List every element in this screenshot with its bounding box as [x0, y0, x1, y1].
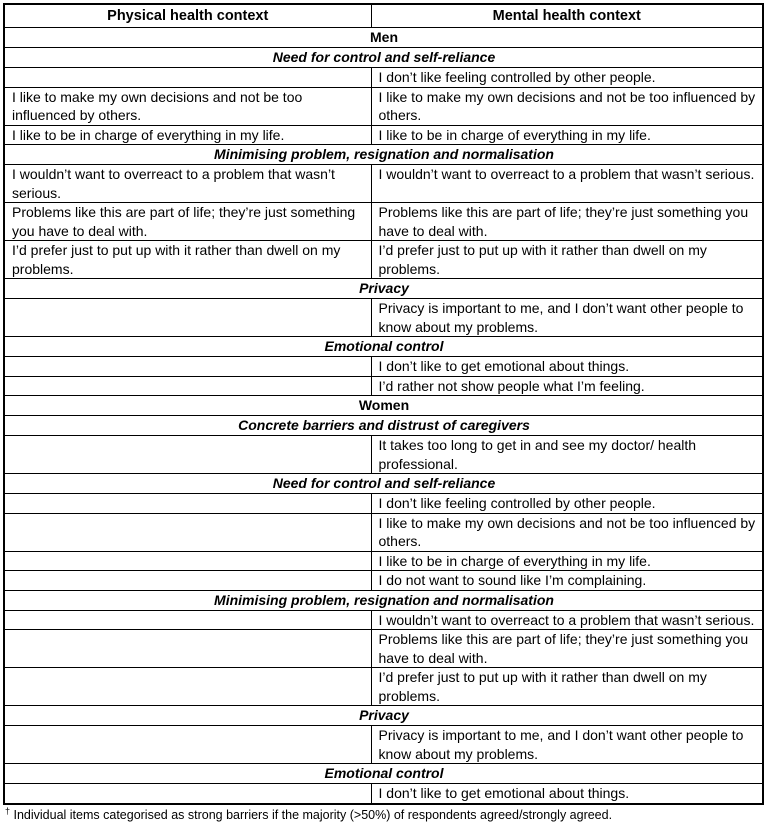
- mental-context-cell: I wouldn’t want to overreact to a problem that wasn’t serious.: [371, 610, 763, 630]
- table-row: [4, 494, 763, 514]
- group-row: [4, 28, 763, 48]
- table-row: [4, 241, 763, 279]
- mental-context-cell: I’d prefer just to put up with it rather than dwell on my problems.: [371, 668, 763, 706]
- physical-context-cell: I like to make my own decisions and not be too influenced by others.: [4, 87, 371, 125]
- footnote: [5, 807, 766, 823]
- group-row: [4, 396, 763, 416]
- section-header: Emotional control: [4, 337, 763, 357]
- table-row: [4, 571, 763, 591]
- physical-context-cell: [4, 299, 371, 337]
- group-header: Women: [4, 396, 763, 416]
- footnote-text: Individual items categorised as strong barriers if the majority (>50%) of respondents agreed/strongly agreed.: [10, 807, 613, 822]
- physical-context-cell: [4, 376, 371, 396]
- section-header: Need for control and self-reliance: [4, 474, 763, 494]
- section-header: Minimising problem, resignation and normalisation: [4, 145, 763, 165]
- table-row: [4, 376, 763, 396]
- section-row: [4, 590, 763, 610]
- section-header: Privacy: [4, 279, 763, 299]
- section-header: Need for control and self-reliance: [4, 48, 763, 68]
- table-row: [4, 165, 763, 203]
- physical-context-cell: [4, 68, 371, 88]
- section-row: [4, 48, 763, 68]
- table-row: [4, 357, 763, 377]
- section-row: [4, 279, 763, 299]
- table-row: [4, 299, 763, 337]
- mental-context-cell: I like to be in charge of everything in my life.: [371, 125, 763, 145]
- table-row: [4, 610, 763, 630]
- table-row: [4, 630, 763, 668]
- physical-context-cell: [4, 494, 371, 514]
- mental-context-cell: I do not want to sound like I’m complaining.: [371, 571, 763, 591]
- column-header-mental: Mental health context: [371, 4, 763, 28]
- mental-context-cell: Privacy is important to me, and I don’t want other people to know about my problems.: [371, 726, 763, 764]
- physical-context-cell: [4, 551, 371, 571]
- physical-context-cell: I wouldn’t want to overreact to a problem that wasn’t serious.: [4, 165, 371, 203]
- table-row: [4, 726, 763, 764]
- dagger-icon: †: [5, 805, 11, 816]
- mental-context-cell: I’d prefer just to put up with it rather than dwell on my problems.: [371, 241, 763, 279]
- physical-context-cell: [4, 513, 371, 551]
- mental-context-cell: Problems like this are part of life; they’re just something you have to deal with.: [371, 203, 763, 241]
- mental-context-cell: I don’t like feeling controlled by other people.: [371, 68, 763, 88]
- barriers-table: [3, 3, 764, 805]
- table-row: [4, 68, 763, 88]
- table-row: [4, 551, 763, 571]
- table-row: [4, 125, 763, 145]
- mental-context-cell: I don’t like feeling controlled by other people.: [371, 494, 763, 514]
- section-header: Privacy: [4, 706, 763, 726]
- table-row: [4, 87, 763, 125]
- section-header: Emotional control: [4, 764, 763, 784]
- physical-context-cell: [4, 436, 371, 474]
- table-row: [4, 668, 763, 706]
- mental-context-cell: Privacy is important to me, and I don’t want other people to know about my problems.: [371, 299, 763, 337]
- section-row: [4, 706, 763, 726]
- mental-context-cell: It takes too long to get in and see my doctor/ health professional.: [371, 436, 763, 474]
- physical-context-cell: [4, 357, 371, 377]
- physical-context-cell: I like to be in charge of everything in my life.: [4, 125, 371, 145]
- table-row: [4, 436, 763, 474]
- section-header: Concrete barriers and distrust of caregivers: [4, 416, 763, 436]
- physical-context-cell: [4, 726, 371, 764]
- mental-context-cell: I like to make my own decisions and not be too influenced by others.: [371, 87, 763, 125]
- physical-context-cell: [4, 610, 371, 630]
- mental-context-cell: I wouldn’t want to overreact to a problem that wasn’t serious.: [371, 165, 763, 203]
- table-row: [4, 513, 763, 551]
- section-header: Minimising problem, resignation and normalisation: [4, 590, 763, 610]
- mental-context-cell: Problems like this are part of life; they’re just something you have to deal with.: [371, 630, 763, 668]
- section-row: [4, 764, 763, 784]
- table-header: [4, 4, 763, 28]
- header-row: [4, 4, 763, 28]
- physical-context-cell: [4, 571, 371, 591]
- section-row: [4, 337, 763, 357]
- mental-context-cell: I like to make my own decisions and not be too influenced by others.: [371, 513, 763, 551]
- mental-context-cell: I don’t like to get emotional about things.: [371, 784, 763, 804]
- table-row: [4, 203, 763, 241]
- table-row: [4, 784, 763, 804]
- table-body: [4, 28, 763, 804]
- physical-context-cell: [4, 668, 371, 706]
- mental-context-cell: I don’t like to get emotional about things.: [371, 357, 763, 377]
- physical-context-cell: Problems like this are part of life; they’re just something you have to deal with.: [4, 203, 371, 241]
- section-row: [4, 145, 763, 165]
- section-row: [4, 474, 763, 494]
- physical-context-cell: [4, 784, 371, 804]
- physical-context-cell: [4, 630, 371, 668]
- mental-context-cell: I like to be in charge of everything in my life.: [371, 551, 763, 571]
- mental-context-cell: I’d rather not show people what I’m feeling.: [371, 376, 763, 396]
- section-row: [4, 416, 763, 436]
- column-header-physical: Physical health context: [4, 4, 371, 28]
- physical-context-cell: I’d prefer just to put up with it rather than dwell on my problems.: [4, 241, 371, 279]
- group-header: Men: [4, 28, 763, 48]
